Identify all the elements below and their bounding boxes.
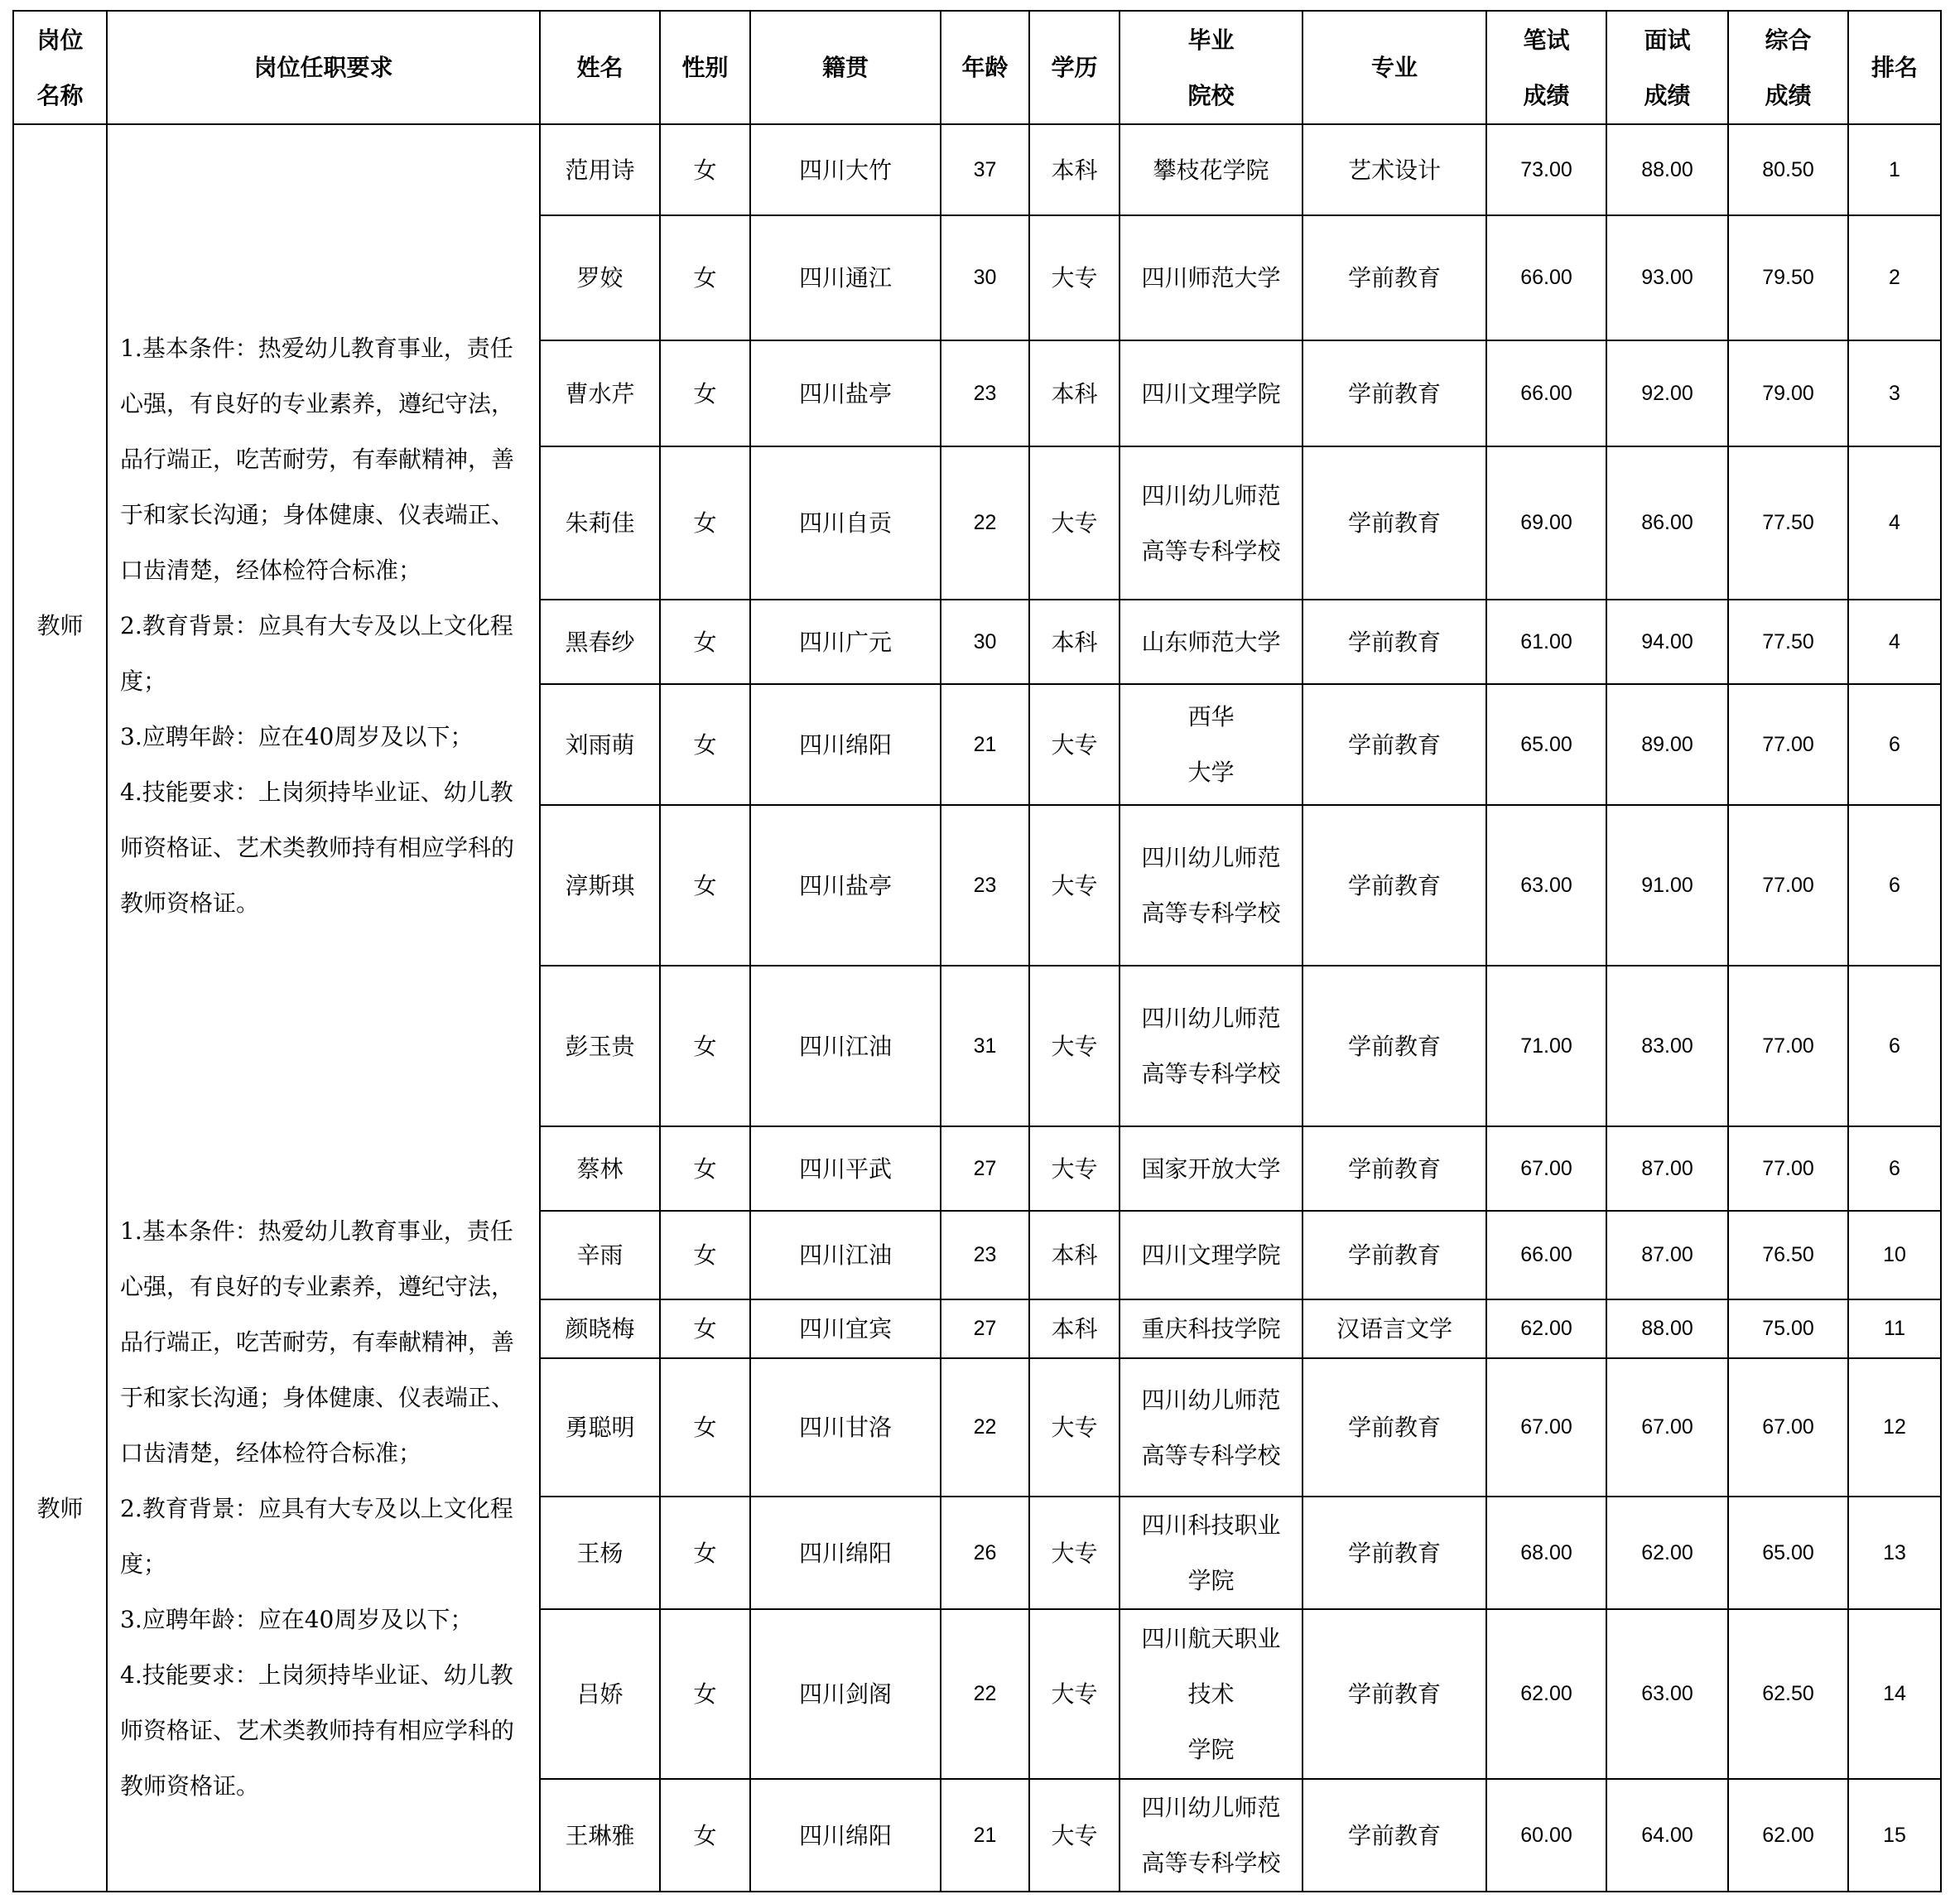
cell-written-score: 69.00 [1486, 446, 1606, 600]
cell-age: 22 [941, 1609, 1029, 1779]
cell-age: 22 [941, 1358, 1029, 1497]
cell-total-score: 76.50 [1728, 1211, 1848, 1299]
cell-school: 西华 大学 [1120, 684, 1303, 805]
cell-total-score: 80.50 [1728, 124, 1848, 215]
cell-gender: 女 [660, 600, 750, 684]
cell-written-score: 73.00 [1486, 124, 1606, 215]
cell-name: 彭玉贵 [540, 966, 660, 1126]
cell-rank: 13 [1848, 1497, 1941, 1609]
cell-age: 31 [941, 966, 1029, 1126]
cell-name: 吕娇 [540, 1609, 660, 1779]
cell-education: 大专 [1029, 1497, 1120, 1609]
header-rank: 排名 [1848, 11, 1941, 124]
cell-written-score: 62.00 [1486, 1609, 1606, 1779]
cell-major: 学前教育 [1303, 1779, 1486, 1892]
cell-interview-score: 87.00 [1606, 1126, 1728, 1211]
cell-school: 四川文理学院 [1120, 340, 1303, 446]
cell-name: 王琳雅 [540, 1779, 660, 1892]
position-requirements: 1.基本条件：热爱幼儿教育事业，责任 心强，有良好的专业素养，遵纪守法， 品行端正，吃苦耐劳，有奉献精神，善 于和家长沟通；身体健康、仪表端正、 口齿清楚，经体检符合标准； 2.教育背景：应具有大专及以上文化程 度； 3.应聘年龄：应在40周岁及以下； 4.技能要求：上岗须持毕业证、幼儿教 师资格证、艺术类教师持有相应学科的 教师资格证。 [107, 124, 540, 1126]
cell-gender: 女 [660, 1211, 750, 1299]
cell-written-score: 61.00 [1486, 600, 1606, 684]
cell-school: 四川幼儿师范 高等专科学校 [1120, 805, 1303, 966]
cell-education: 大专 [1029, 805, 1120, 966]
cell-school: 四川科技职业 学院 [1120, 1497, 1303, 1609]
cell-rank: 1 [1848, 124, 1941, 215]
cell-school: 四川文理学院 [1120, 1211, 1303, 1299]
cell-native-place: 四川盐亭 [750, 340, 941, 446]
cell-interview-score: 83.00 [1606, 966, 1728, 1126]
cell-rank: 14 [1848, 1609, 1941, 1779]
cell-interview-score: 86.00 [1606, 446, 1728, 600]
cell-total-score: 77.00 [1728, 805, 1848, 966]
cell-major: 学前教育 [1303, 1211, 1486, 1299]
cell-rank: 4 [1848, 446, 1941, 600]
header-gender: 性别 [660, 11, 750, 124]
cell-total-score: 62.00 [1728, 1779, 1848, 1892]
cell-native-place: 四川平武 [750, 1126, 941, 1211]
cell-education: 本科 [1029, 600, 1120, 684]
cell-interview-score: 94.00 [1606, 600, 1728, 684]
cell-age: 27 [941, 1126, 1029, 1211]
cell-native-place: 四川甘洛 [750, 1358, 941, 1497]
cell-native-place: 四川江油 [750, 966, 941, 1126]
cell-total-score: 77.00 [1728, 1126, 1848, 1211]
cell-major: 学前教育 [1303, 215, 1486, 340]
header-native-place: 籍贯 [750, 11, 941, 124]
cell-interview-score: 87.00 [1606, 1211, 1728, 1299]
cell-education: 大专 [1029, 446, 1120, 600]
cell-name: 颜晓梅 [540, 1299, 660, 1358]
cell-rank: 6 [1848, 966, 1941, 1126]
cell-native-place: 四川大竹 [750, 124, 941, 215]
position-requirements: 1.基本条件：热爱幼儿教育事业，责任 心强，有良好的专业素养，遵纪守法， 品行端正，吃苦耐劳，有奉献精神，善 于和家长沟通；身体健康、仪表端正、 口齿清楚，经体检符合标准； 2.教育背景：应具有大专及以上文化程 度； 3.应聘年龄：应在40周岁及以下； 4.技能要求：上岗须持毕业证、幼儿教 师资格证、艺术类教师持有相应学科的 教师资格证。 [107, 1126, 540, 1892]
header-interview-score: 面试 成绩 [1606, 11, 1728, 124]
cell-gender: 女 [660, 1299, 750, 1358]
header-name: 姓名 [540, 11, 660, 124]
cell-rank: 6 [1848, 684, 1941, 805]
cell-age: 37 [941, 124, 1029, 215]
cell-age: 23 [941, 1211, 1029, 1299]
cell-rank: 15 [1848, 1779, 1941, 1892]
cell-rank: 12 [1848, 1358, 1941, 1497]
cell-school: 四川幼儿师范 高等专科学校 [1120, 1779, 1303, 1892]
cell-native-place: 四川广元 [750, 600, 941, 684]
cell-native-place: 四川绵阳 [750, 684, 941, 805]
cell-major: 学前教育 [1303, 446, 1486, 600]
cell-school: 重庆科技学院 [1120, 1299, 1303, 1358]
cell-total-score: 77.50 [1728, 446, 1848, 600]
cell-major: 学前教育 [1303, 1497, 1486, 1609]
cell-interview-score: 67.00 [1606, 1358, 1728, 1497]
cell-gender: 女 [660, 1126, 750, 1211]
cell-rank: 11 [1848, 1299, 1941, 1358]
cell-name: 蔡林 [540, 1126, 660, 1211]
cell-gender: 女 [660, 1609, 750, 1779]
cell-gender: 女 [660, 340, 750, 446]
cell-interview-score: 93.00 [1606, 215, 1728, 340]
cell-education: 大专 [1029, 1358, 1120, 1497]
cell-native-place: 四川盐亭 [750, 805, 941, 966]
cell-gender: 女 [660, 1497, 750, 1609]
cell-written-score: 67.00 [1486, 1126, 1606, 1211]
cell-total-score: 77.50 [1728, 600, 1848, 684]
cell-total-score: 65.00 [1728, 1497, 1848, 1609]
cell-education: 本科 [1029, 1211, 1120, 1299]
cell-education: 本科 [1029, 1299, 1120, 1358]
cell-major: 学前教育 [1303, 1126, 1486, 1211]
header-age: 年龄 [941, 11, 1029, 124]
cell-native-place: 四川江油 [750, 1211, 941, 1299]
cell-written-score: 67.00 [1486, 1358, 1606, 1497]
cell-education: 大专 [1029, 1779, 1120, 1892]
cell-written-score: 66.00 [1486, 215, 1606, 340]
cell-age: 22 [941, 446, 1029, 600]
cell-interview-score: 62.00 [1606, 1497, 1728, 1609]
cell-age: 27 [941, 1299, 1029, 1358]
header-written-score: 笔试 成绩 [1486, 11, 1606, 124]
cell-education: 大专 [1029, 966, 1120, 1126]
cell-interview-score: 64.00 [1606, 1779, 1728, 1892]
cell-interview-score: 91.00 [1606, 805, 1728, 966]
cell-rank: 10 [1848, 1211, 1941, 1299]
cell-written-score: 60.00 [1486, 1779, 1606, 1892]
cell-major: 汉语言文学 [1303, 1299, 1486, 1358]
header-school: 毕业 院校 [1120, 11, 1303, 124]
cell-rank: 2 [1848, 215, 1941, 340]
cell-school: 四川幼儿师范 高等专科学校 [1120, 966, 1303, 1126]
cell-major: 学前教育 [1303, 805, 1486, 966]
cell-written-score: 68.00 [1486, 1497, 1606, 1609]
cell-written-score: 65.00 [1486, 684, 1606, 805]
cell-name: 刘雨萌 [540, 684, 660, 805]
header-major: 专业 [1303, 11, 1486, 124]
cell-name: 朱莉佳 [540, 446, 660, 600]
cell-native-place: 四川宜宾 [750, 1299, 941, 1358]
cell-total-score: 62.50 [1728, 1609, 1848, 1779]
cell-age: 23 [941, 805, 1029, 966]
cell-interview-score: 89.00 [1606, 684, 1728, 805]
cell-gender: 女 [660, 1779, 750, 1892]
cell-school: 攀枝花学院 [1120, 124, 1303, 215]
cell-school: 四川幼儿师范 高等专科学校 [1120, 446, 1303, 600]
cell-native-place: 四川绵阳 [750, 1779, 941, 1892]
cell-written-score: 66.00 [1486, 340, 1606, 446]
cell-gender: 女 [660, 805, 750, 966]
cell-total-score: 79.00 [1728, 340, 1848, 446]
cell-gender: 女 [660, 446, 750, 600]
cell-interview-score: 63.00 [1606, 1609, 1728, 1779]
cell-gender: 女 [660, 966, 750, 1126]
cell-education: 本科 [1029, 340, 1120, 446]
cell-education: 本科 [1029, 124, 1120, 215]
cell-written-score: 66.00 [1486, 1211, 1606, 1299]
cell-school: 四川幼儿师范 高等专科学校 [1120, 1358, 1303, 1497]
cell-education: 大专 [1029, 215, 1120, 340]
cell-gender: 女 [660, 1358, 750, 1497]
cell-age: 26 [941, 1497, 1029, 1609]
cell-gender: 女 [660, 215, 750, 340]
cell-native-place: 四川剑阁 [750, 1609, 941, 1779]
header-requirements: 岗位任职要求 [107, 11, 540, 124]
cell-major: 学前教育 [1303, 340, 1486, 446]
cell-gender: 女 [660, 684, 750, 805]
cell-age: 30 [941, 215, 1029, 340]
cell-interview-score: 88.00 [1606, 124, 1728, 215]
cell-education: 大专 [1029, 1609, 1120, 1779]
cell-rank: 6 [1848, 1126, 1941, 1211]
cell-written-score: 71.00 [1486, 966, 1606, 1126]
cell-name: 王杨 [540, 1497, 660, 1609]
results-table [12, 10, 1942, 1892]
cell-native-place: 四川绵阳 [750, 1497, 941, 1609]
cell-school: 四川航天职业 技术 学院 [1120, 1609, 1303, 1779]
cell-school: 国家开放大学 [1120, 1126, 1303, 1211]
cell-name: 曹水芹 [540, 340, 660, 446]
cell-age: 30 [941, 600, 1029, 684]
cell-name: 勇聪明 [540, 1358, 660, 1497]
cell-major: 学前教育 [1303, 966, 1486, 1126]
cell-name: 黑春纱 [540, 600, 660, 684]
cell-education: 大专 [1029, 1126, 1120, 1211]
cell-rank: 6 [1848, 805, 1941, 966]
cell-total-score: 75.00 [1728, 1299, 1848, 1358]
cell-school: 山东师范大学 [1120, 600, 1303, 684]
header-row [13, 11, 1941, 124]
cell-name: 范用诗 [540, 124, 660, 215]
cell-name: 辛雨 [540, 1211, 660, 1299]
table-row [13, 1126, 1941, 1211]
cell-name: 罗姣 [540, 215, 660, 340]
cell-written-score: 63.00 [1486, 805, 1606, 966]
cell-major: 学前教育 [1303, 1609, 1486, 1779]
cell-rank: 4 [1848, 600, 1941, 684]
cell-interview-score: 88.00 [1606, 1299, 1728, 1358]
cell-major: 学前教育 [1303, 600, 1486, 684]
cell-native-place: 四川通江 [750, 215, 941, 340]
cell-total-score: 67.00 [1728, 1358, 1848, 1497]
header-position-name: 岗位 名称 [13, 11, 107, 124]
cell-education: 大专 [1029, 684, 1120, 805]
cell-age: 23 [941, 340, 1029, 446]
cell-total-score: 79.50 [1728, 215, 1848, 340]
cell-gender: 女 [660, 124, 750, 215]
header-education: 学历 [1029, 11, 1120, 124]
cell-total-score: 77.00 [1728, 684, 1848, 805]
cell-major: 学前教育 [1303, 1358, 1486, 1497]
cell-age: 21 [941, 684, 1029, 805]
cell-written-score: 62.00 [1486, 1299, 1606, 1358]
table-row [13, 124, 1941, 215]
cell-major: 学前教育 [1303, 684, 1486, 805]
cell-total-score: 77.00 [1728, 966, 1848, 1126]
cell-interview-score: 92.00 [1606, 340, 1728, 446]
cell-native-place: 四川自贡 [750, 446, 941, 600]
header-total-score: 综合 成绩 [1728, 11, 1848, 124]
cell-name: 淳斯琪 [540, 805, 660, 966]
cell-major: 艺术设计 [1303, 124, 1486, 215]
cell-rank: 3 [1848, 340, 1941, 446]
cell-age: 21 [941, 1779, 1029, 1892]
cell-school: 四川师范大学 [1120, 215, 1303, 340]
position-title: 教师 [13, 124, 107, 1126]
position-title: 教师 [13, 1126, 107, 1892]
